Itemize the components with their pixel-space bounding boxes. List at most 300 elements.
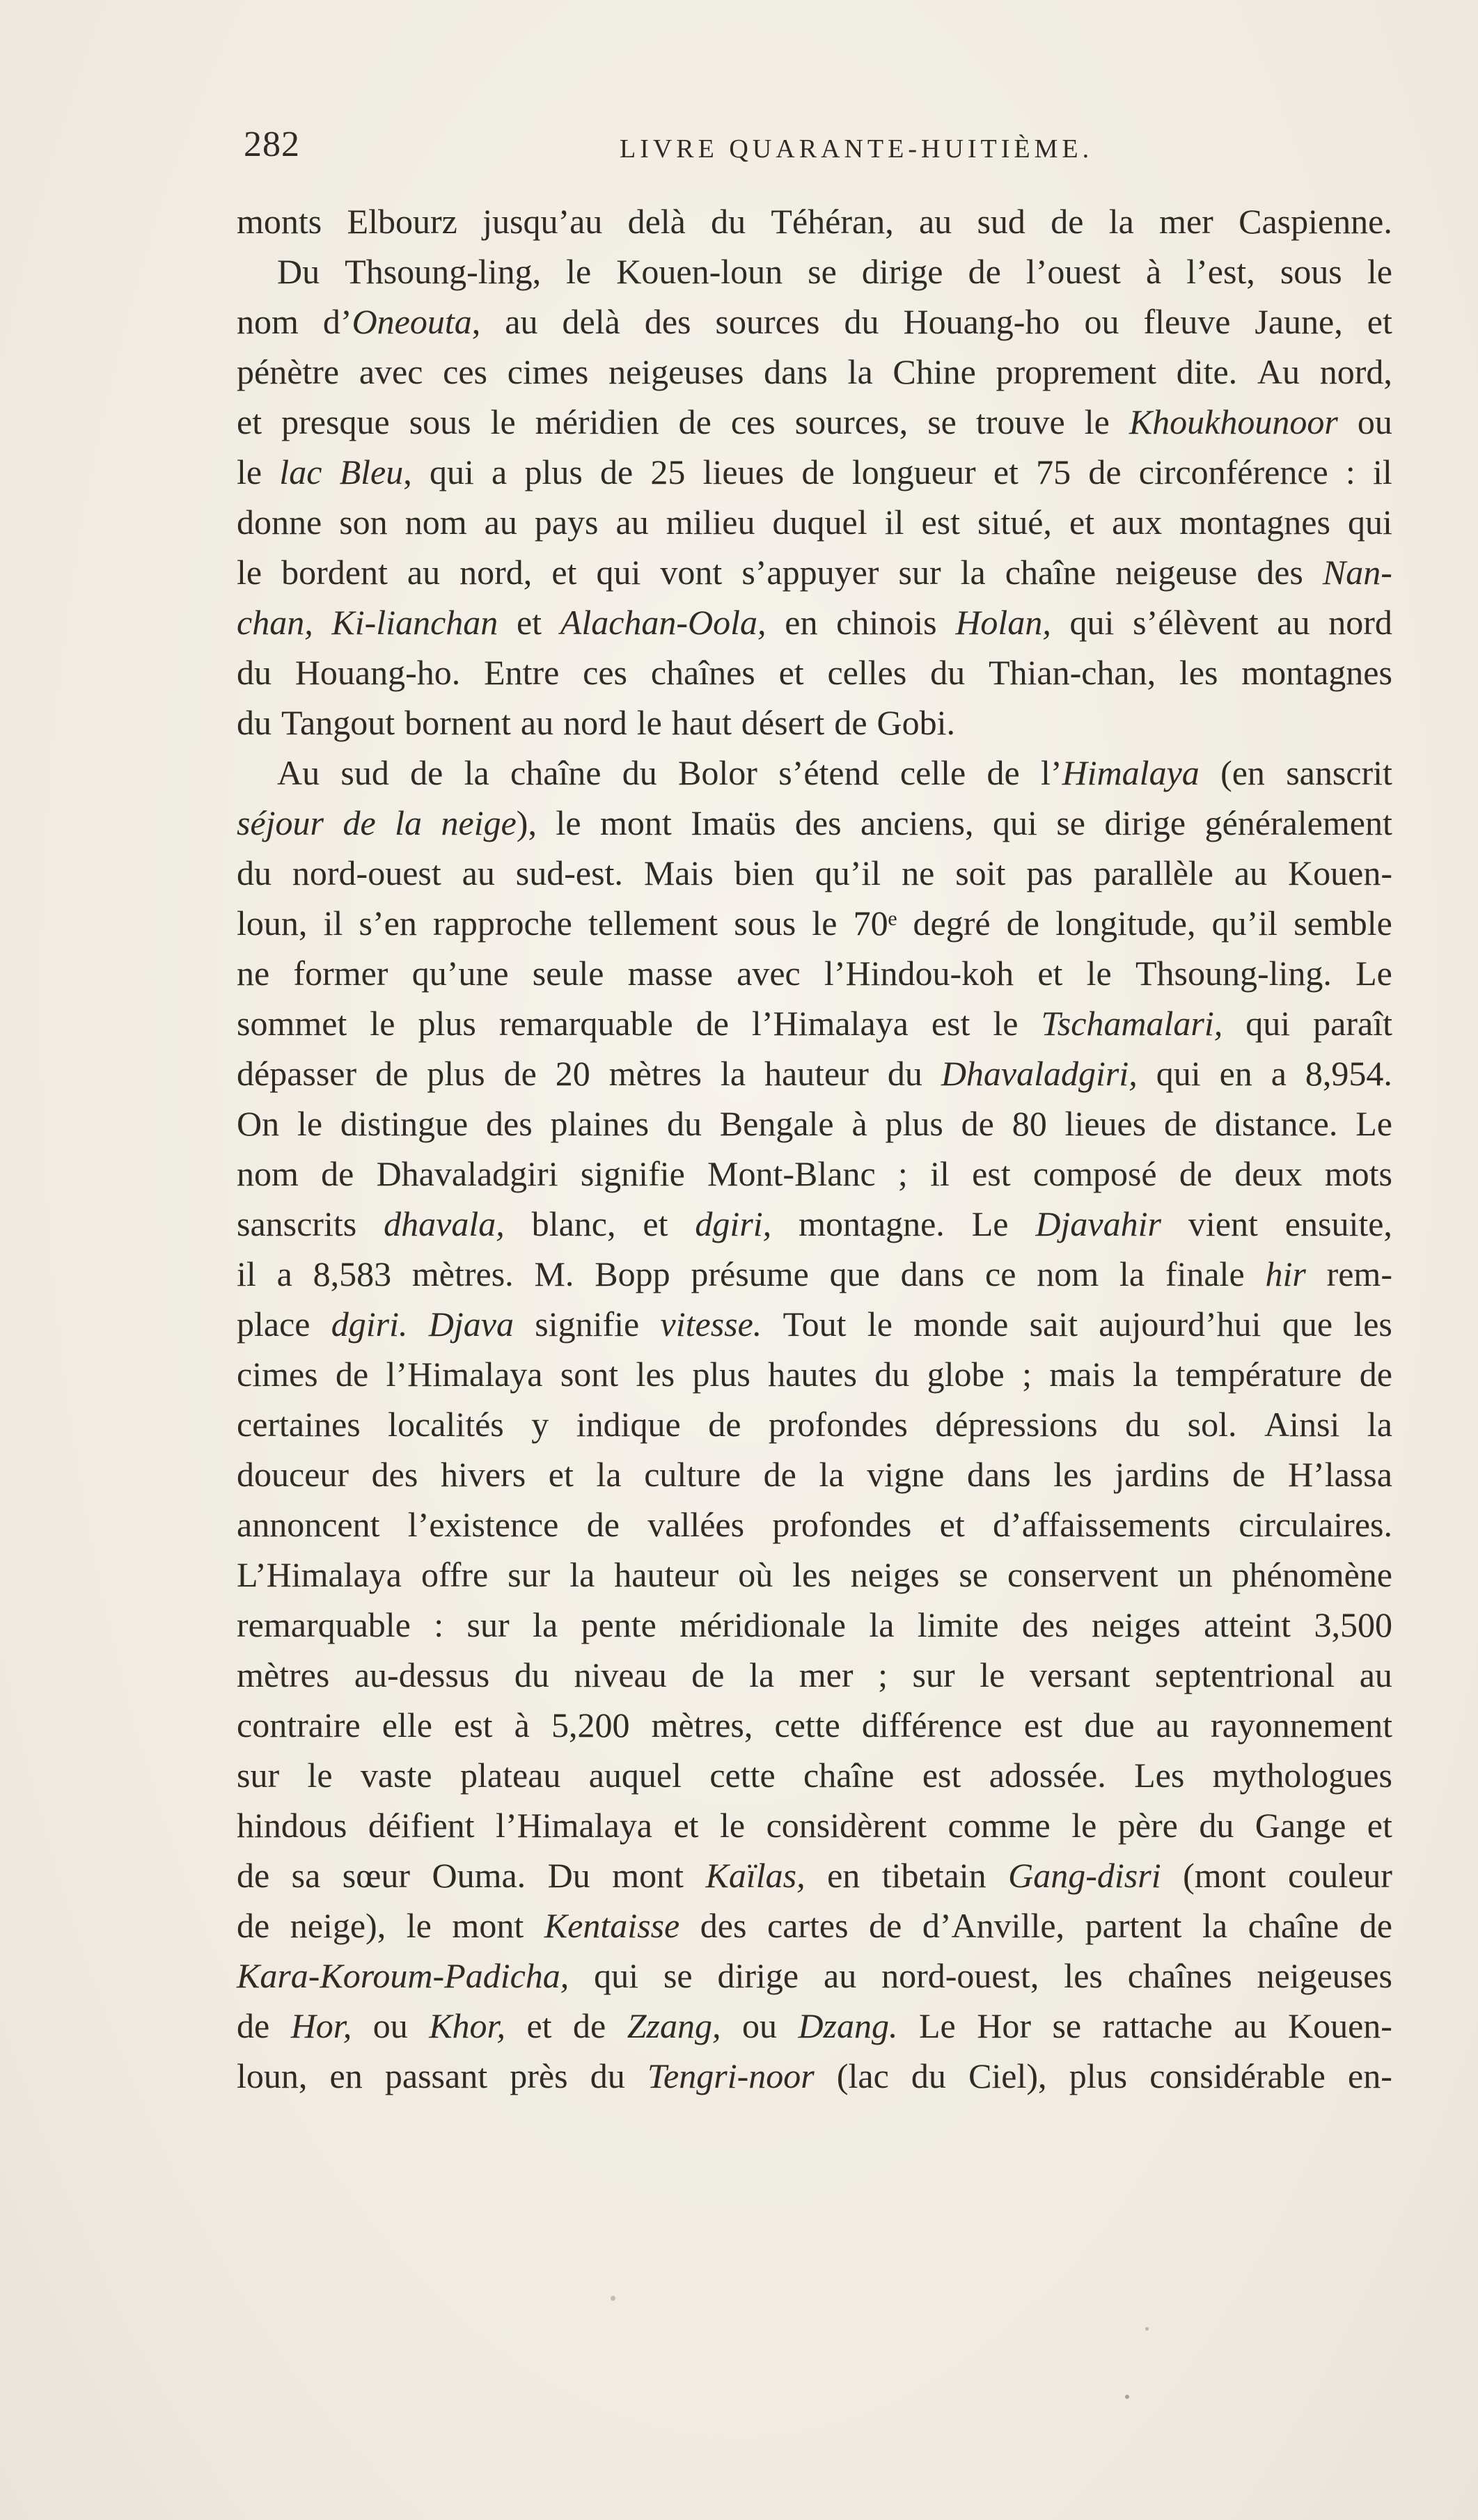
word-fragment: semble <box>1294 904 1392 943</box>
word-fragment: mètres <box>237 1655 330 1694</box>
word <box>484 647 559 698</box>
word <box>985 1249 1016 1299</box>
word <box>679 397 712 447</box>
text-line <box>237 1650 1392 1700</box>
word <box>1355 1098 1392 1149</box>
word <box>464 748 489 798</box>
word-fragment: la <box>569 1555 595 1594</box>
word-fragment: cette <box>709 1756 776 1795</box>
word <box>462 848 495 898</box>
italic-term: Khor, <box>429 2006 505 2045</box>
word-fragment: place <box>237 1305 310 1344</box>
word <box>556 1048 590 1098</box>
word-fragment: en- <box>1348 2056 1392 2095</box>
text-line <box>237 798 1392 848</box>
italic-term: la <box>395 803 423 842</box>
text-line <box>237 1600 1392 1650</box>
word <box>1094 848 1213 898</box>
page-header <box>244 124 1358 180</box>
word <box>837 2051 889 2101</box>
word <box>1036 447 1071 497</box>
word-fragment: du <box>666 1104 702 1143</box>
word <box>900 748 966 798</box>
word-fragment: Hor <box>977 2006 1031 2045</box>
word <box>901 1249 965 1299</box>
word <box>772 1499 911 1550</box>
word <box>331 1299 408 1349</box>
word-fragment: et <box>643 1204 668 1243</box>
word <box>827 647 906 698</box>
text-line <box>237 347 1392 397</box>
word <box>779 647 804 698</box>
word <box>1069 497 1094 547</box>
word <box>370 998 395 1048</box>
word-fragment: montagnes <box>1241 653 1392 692</box>
word-fragment: On <box>237 1104 280 1143</box>
word <box>1255 1800 1346 1850</box>
word-fragment: trouve <box>975 402 1065 441</box>
word <box>867 1449 944 1499</box>
word <box>913 1299 1008 1349</box>
word <box>237 347 339 397</box>
word-fragment: offre <box>420 1555 489 1594</box>
word <box>622 748 657 798</box>
word <box>731 397 776 447</box>
word-fragment: à <box>851 1104 867 1143</box>
word-fragment: l’est, <box>1186 252 1255 291</box>
word-fragment: longitude, <box>1055 904 1196 943</box>
word-fragment: 8,583 <box>313 1254 392 1293</box>
word <box>441 1449 526 1499</box>
word-fragment: sont <box>560 1355 619 1394</box>
word-fragment: Tangout <box>281 703 395 742</box>
word-fragment: la <box>464 753 489 792</box>
word-fragment: sur <box>912 1655 955 1694</box>
word <box>862 1700 1003 1750</box>
word-fragment: de <box>678 402 712 441</box>
word <box>741 698 824 748</box>
word-fragment: soit <box>955 853 1006 892</box>
word-fragment: pays <box>534 503 599 542</box>
word-fragment: d’ <box>322 302 352 341</box>
word-fragment: culture <box>644 1455 741 1494</box>
word-fragment: il <box>884 503 904 542</box>
word-fragment: le <box>307 1756 333 1795</box>
word-fragment: ensuite, <box>1284 1204 1392 1243</box>
italic-term: Tengri-noor <box>647 2056 815 2095</box>
word <box>590 2051 625 2101</box>
word <box>660 547 722 597</box>
word-fragment: considèrent <box>766 1806 927 1845</box>
word <box>854 898 897 948</box>
word-fragment: à <box>514 1706 530 1745</box>
word-fragment: vient <box>1188 1204 1258 1243</box>
word-fragment: du <box>237 703 272 742</box>
word-fragment: douceur <box>237 1455 349 1494</box>
word-fragment: qu’il <box>1211 904 1278 943</box>
word <box>548 1850 590 1900</box>
word-fragment: sous <box>1280 252 1342 291</box>
word-fragment: chinois <box>836 603 937 642</box>
word <box>1103 2001 1213 2051</box>
italic-term: Kaïlas, <box>705 1856 805 1895</box>
word <box>651 647 755 698</box>
word-fragment: sur <box>508 1555 551 1594</box>
word-fragment: la <box>1367 1405 1392 1444</box>
word-fragment: neigeuses <box>608 352 744 391</box>
word <box>882 1850 986 1900</box>
word <box>569 1550 595 1600</box>
word-fragment: père <box>1117 1806 1178 1845</box>
word <box>803 1750 894 1800</box>
word-fragment: sous <box>734 904 796 943</box>
word-fragment: tibetain <box>881 1856 986 1895</box>
word-fragment: du <box>887 1054 922 1093</box>
word <box>427 1048 485 1098</box>
word <box>409 397 471 447</box>
word-fragment: où <box>738 1555 773 1594</box>
word <box>1149 2051 1326 2101</box>
word <box>1104 798 1186 848</box>
word <box>742 2001 777 2051</box>
word-fragment: Le <box>1355 1104 1392 1143</box>
word-fragment: du <box>237 853 272 892</box>
word-fragment: mètres, <box>651 1706 753 1745</box>
word-fragment: nord <box>563 703 627 742</box>
word <box>1022 1600 1069 1650</box>
word-fragment: annoncent <box>237 1505 380 1544</box>
word-fragment: Mais <box>643 853 714 892</box>
page-number: 282 <box>244 125 300 164</box>
word-fragment: vont <box>660 553 723 592</box>
word <box>627 2001 721 2051</box>
word-fragment: est <box>1023 1706 1063 1745</box>
word-fragment: du <box>590 2056 625 2095</box>
text-line <box>237 1349 1392 1399</box>
word-fragment: Bengale <box>719 1104 834 1143</box>
word-fragment: est <box>922 1756 961 1795</box>
word <box>1327 1249 1392 1299</box>
word <box>1285 1199 1392 1249</box>
word-fragment: sources, <box>794 402 909 441</box>
word-fragment: presque <box>281 402 390 441</box>
word <box>237 447 262 497</box>
word <box>467 1600 510 1650</box>
word <box>1328 597 1392 647</box>
word-fragment: plus <box>692 1355 750 1394</box>
word <box>996 347 1156 397</box>
word <box>1220 748 1265 798</box>
word <box>237 497 322 547</box>
word <box>544 1900 679 1951</box>
word <box>563 297 620 347</box>
word-fragment: monts <box>237 202 322 241</box>
word <box>1155 1650 1335 1700</box>
word <box>1026 246 1121 297</box>
word-fragment: à <box>1145 252 1162 291</box>
word <box>339 497 387 547</box>
word <box>715 297 819 347</box>
word <box>1119 1249 1145 1299</box>
word <box>930 647 965 698</box>
word-fragment: est <box>921 503 960 542</box>
word <box>913 898 991 948</box>
text-line <box>237 1399 1392 1449</box>
word <box>237 798 324 848</box>
italic-term: Khoukhounoor <box>1129 402 1338 441</box>
word-fragment: au <box>462 853 495 892</box>
word <box>508 1550 550 1600</box>
word-fragment: de <box>968 252 1001 291</box>
word <box>1099 1299 1261 1349</box>
word <box>717 1951 799 2001</box>
word <box>1202 1900 1227 1951</box>
word-fragment: de <box>503 1054 537 1093</box>
word-fragment: fleuve <box>1143 302 1231 341</box>
word <box>877 698 956 748</box>
word <box>1052 2001 1081 2051</box>
word <box>1188 1399 1237 1449</box>
word <box>824 1951 856 2001</box>
word-fragment: il <box>323 904 343 943</box>
word <box>993 447 1019 497</box>
word <box>237 698 272 748</box>
word-fragment: des <box>371 1455 418 1494</box>
word-fragment: du <box>1125 1405 1161 1444</box>
word-fragment: dirige <box>861 252 943 291</box>
word-fragment: adossée. <box>989 1756 1106 1795</box>
italic-term: hir <box>1265 1254 1306 1293</box>
word-fragment: Au <box>1257 352 1300 391</box>
word <box>691 1650 724 1700</box>
word-fragment: hautes <box>768 1355 857 1394</box>
word-fragment: sur <box>898 553 941 592</box>
word-fragment: Du <box>277 252 320 291</box>
word-fragment: limite <box>917 1605 999 1644</box>
word-fragment: en <box>785 603 818 642</box>
word-fragment: Les <box>1134 1756 1185 1795</box>
word-fragment: l’ouest <box>1025 252 1121 291</box>
italic-term: de <box>343 803 376 842</box>
word <box>672 698 732 748</box>
word <box>1355 948 1392 998</box>
word-fragment: sol. <box>1187 1405 1237 1444</box>
word-fragment: pénètre <box>237 352 340 391</box>
word <box>708 1399 741 1449</box>
word-fragment: sa <box>291 1856 321 1895</box>
word-fragment: s’appuyer <box>741 553 879 592</box>
word <box>711 196 746 246</box>
word-fragment: qui <box>596 553 641 592</box>
word <box>852 447 976 497</box>
word <box>359 347 423 397</box>
word <box>491 397 516 447</box>
word <box>767 1900 849 1951</box>
word-fragment: qui <box>1069 603 1115 642</box>
word-fragment: Chine <box>893 352 976 391</box>
word <box>1143 297 1230 347</box>
word <box>581 1600 657 1650</box>
word <box>237 1900 269 1951</box>
word <box>1118 1800 1178 1850</box>
word-fragment: en <box>827 1856 860 1895</box>
word <box>993 1499 1211 1550</box>
word-fragment: loun, <box>237 904 308 943</box>
word <box>297 1098 322 1149</box>
word <box>795 798 842 848</box>
word-fragment: mont <box>612 1856 684 1895</box>
word <box>408 1499 559 1550</box>
word <box>443 347 487 397</box>
word <box>1088 447 1121 497</box>
word <box>482 196 602 246</box>
running-title: LIVRE QUARANTE-HUITIÈME. <box>620 134 1094 164</box>
word-fragment: ou <box>1357 402 1392 441</box>
word-fragment: localités <box>388 1405 504 1444</box>
word-fragment: loun, <box>237 2056 308 2095</box>
word <box>968 246 1001 297</box>
word <box>628 196 686 246</box>
word-fragment: anciens, <box>860 803 974 842</box>
word-fragment: Thian-chan, <box>988 653 1156 692</box>
word-fragment: du <box>874 1355 910 1394</box>
word <box>1367 1800 1392 1850</box>
italic-term: Dhavaladgiri, <box>941 1054 1138 1093</box>
word-fragment: qu’il <box>815 853 881 892</box>
word <box>1177 347 1237 397</box>
word <box>281 547 388 597</box>
word <box>510 2051 567 2101</box>
word-fragment: la <box>596 1455 622 1494</box>
word-fragment: sur <box>237 1756 280 1795</box>
word <box>1215 1098 1337 1149</box>
word-fragment: l’Himalaya <box>751 1004 909 1043</box>
word <box>1280 246 1342 297</box>
word-fragment: au <box>824 1956 857 1995</box>
word-fragment: neigeuses <box>1257 1956 1392 1995</box>
word <box>989 647 1156 698</box>
word-fragment: de <box>1051 202 1084 241</box>
word <box>551 547 576 597</box>
word-fragment: 25 <box>650 452 686 491</box>
word-fragment: et <box>516 603 542 642</box>
word-fragment: la <box>1108 202 1134 241</box>
word-fragment: le <box>867 1305 893 1344</box>
body-text <box>237 196 1392 2101</box>
word <box>1156 1048 1201 1098</box>
italic-term: Tschamalari, <box>1041 1004 1223 1043</box>
word <box>902 848 934 898</box>
word <box>237 597 313 647</box>
word <box>1022 1349 1032 1399</box>
word-fragment: la <box>720 1054 746 1093</box>
word <box>977 2001 1031 2051</box>
word <box>1133 1349 1158 1399</box>
word-fragment: Au <box>277 753 320 792</box>
text-line <box>237 647 1392 698</box>
word <box>1070 597 1115 647</box>
italic-term: Kara-Koroum-Padicha, <box>237 1956 569 1995</box>
word <box>291 2001 352 2051</box>
word-fragment: haut <box>671 703 732 742</box>
word <box>644 848 714 898</box>
word <box>1265 1249 1305 1299</box>
word-fragment: de <box>763 1455 796 1494</box>
word-fragment: mètres. <box>411 1254 514 1293</box>
word <box>331 597 498 647</box>
word-fragment: le <box>1071 1806 1097 1845</box>
word <box>385 2051 487 2101</box>
word <box>237 1098 279 1149</box>
word <box>1084 1700 1134 1750</box>
word <box>1320 347 1392 397</box>
word <box>514 1650 549 1700</box>
word <box>535 497 599 547</box>
word <box>1264 1399 1339 1449</box>
word-fragment: Ainsi <box>1264 1405 1340 1444</box>
word <box>911 2051 946 2101</box>
word-fragment: et <box>939 1505 965 1544</box>
word-fragment: les <box>1053 1455 1092 1494</box>
word-fragment: de <box>237 2006 270 2045</box>
word <box>1234 848 1267 898</box>
text-line <box>237 1550 1392 1600</box>
word-fragment: Thsoung-ling. <box>1135 954 1332 993</box>
word-fragment: et <box>993 452 1019 491</box>
word-fragment: sait <box>1029 1305 1078 1344</box>
word <box>1146 246 1161 297</box>
word <box>1257 547 1303 597</box>
word <box>771 196 893 246</box>
word-fragment: nom <box>1037 1254 1099 1293</box>
word <box>1255 297 1342 347</box>
word <box>429 1299 514 1349</box>
word <box>844 297 879 347</box>
word-fragment: Le <box>1355 954 1392 993</box>
word <box>955 848 1005 898</box>
word-fragment: contraire <box>237 1706 361 1745</box>
word-fragment: de <box>961 1104 994 1143</box>
word-fragment: qui <box>1156 1054 1201 1093</box>
word-fragment: de <box>600 452 634 491</box>
word-fragment: Thsoung-ling, <box>345 252 542 291</box>
text-line <box>237 2001 1392 2051</box>
word-fragment: nom <box>404 503 467 542</box>
word-fragment: mont <box>452 1906 524 1945</box>
word-fragment: neigeuse <box>1115 553 1238 592</box>
word-fragment: sous <box>409 402 471 441</box>
word <box>597 1449 622 1499</box>
word <box>976 397 1065 447</box>
word <box>524 447 582 497</box>
text-line <box>237 1951 1392 2001</box>
word <box>867 1299 893 1349</box>
word-fragment: sœur <box>342 1856 411 1895</box>
word-fragment: et <box>1367 302 1392 341</box>
word <box>1125 1399 1160 1449</box>
word <box>1115 547 1237 597</box>
word-fragment: méridionale <box>679 1605 846 1644</box>
word <box>430 447 474 497</box>
word <box>834 698 867 748</box>
word <box>452 1900 524 1951</box>
word <box>667 1098 702 1149</box>
word-fragment: du <box>237 653 272 692</box>
word-fragment: de <box>801 452 835 491</box>
word <box>1314 1600 1392 1650</box>
word-fragment: de <box>1088 452 1122 491</box>
word-fragment: qui <box>1347 503 1392 542</box>
